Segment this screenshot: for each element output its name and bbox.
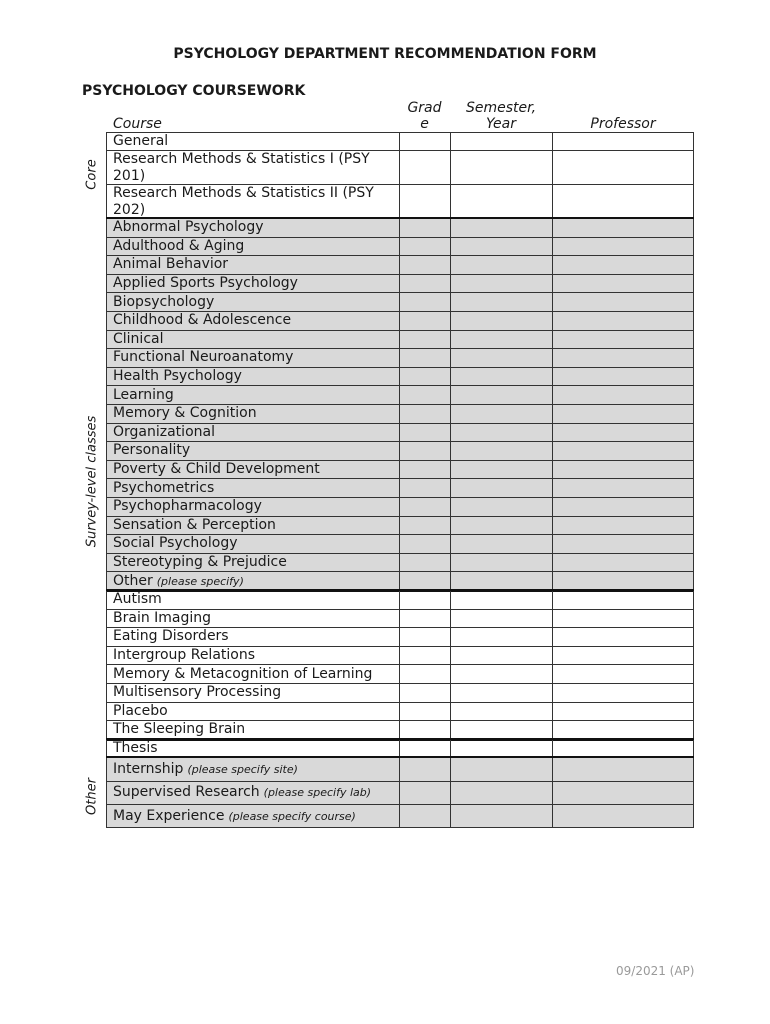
header-semester xyxy=(450,100,552,132)
survey-row xyxy=(106,479,694,498)
semester-input-cell[interactable] xyxy=(450,535,552,554)
professor-input-cell[interactable] xyxy=(552,151,694,185)
semester-input-cell[interactable] xyxy=(450,185,552,219)
course-name: Health Psychology xyxy=(113,368,242,385)
grade-input-cell[interactable] xyxy=(399,219,450,238)
professor-input-cell[interactable] xyxy=(552,479,694,498)
semester-input-cell[interactable] xyxy=(450,331,552,350)
course-name-cell xyxy=(106,185,399,219)
survey-row xyxy=(106,442,694,461)
course-name: Childhood & Adolescence xyxy=(113,312,292,329)
other-row xyxy=(106,758,694,781)
professor-input-cell[interactable] xyxy=(552,805,694,828)
professor-input-cell[interactable] xyxy=(552,782,694,805)
course-name-cell xyxy=(106,703,399,722)
grade-input-cell[interactable] xyxy=(399,684,450,703)
side-label-other: Other xyxy=(84,778,100,815)
grade-input-cell[interactable] xyxy=(399,424,450,443)
course-name-cell xyxy=(106,331,399,350)
course-name: Stereotyping & Prejudice xyxy=(113,554,287,571)
grade-input-cell[interactable] xyxy=(399,805,450,828)
professor-input-cell[interactable] xyxy=(552,219,694,238)
professor-input-cell[interactable] xyxy=(552,498,694,517)
header-semester-line1: Semester, xyxy=(465,100,537,116)
grade-input-cell[interactable] xyxy=(399,610,450,629)
professor-input-cell[interactable] xyxy=(552,535,694,554)
course-name-cell xyxy=(106,368,399,387)
grade-input-cell[interactable] xyxy=(399,591,450,610)
professor-input-cell[interactable] xyxy=(552,703,694,722)
header-grade xyxy=(399,100,450,132)
seminar-row xyxy=(106,591,694,610)
course-name: Abnormal Psychology xyxy=(113,219,264,236)
professor-input-cell[interactable] xyxy=(552,133,694,151)
footer-code: 09/2021 (AP) xyxy=(616,964,695,978)
form-title: PSYCHOLOGY DEPARTMENT RECOMMENDATION FORM xyxy=(173,46,597,62)
survey-row xyxy=(106,461,694,480)
professor-input-cell[interactable] xyxy=(552,610,694,629)
course-name: Eating Disorders xyxy=(113,628,229,645)
side-label-survey: Survey-level classes xyxy=(84,415,100,548)
grade-input-cell[interactable] xyxy=(399,293,450,312)
core-row xyxy=(106,133,694,151)
course-name: Placebo xyxy=(113,702,168,719)
grade-input-cell[interactable] xyxy=(399,405,450,424)
grade-input-cell[interactable] xyxy=(399,665,450,684)
course-name-cell xyxy=(106,498,399,517)
course-name: Research Methods & Statistics I (PSY 201) xyxy=(113,151,370,184)
survey-row xyxy=(106,349,694,368)
professor-input-cell[interactable] xyxy=(552,554,694,573)
semester-input-cell[interactable] xyxy=(450,461,552,480)
semester-input-cell[interactable] xyxy=(450,610,552,629)
course-name: Functional Neuroanatomy xyxy=(113,349,294,366)
professor-input-cell[interactable] xyxy=(552,405,694,424)
grade-input-cell[interactable] xyxy=(399,238,450,257)
professor-input-cell[interactable] xyxy=(552,293,694,312)
survey-row xyxy=(106,386,694,405)
professor-input-cell[interactable] xyxy=(552,665,694,684)
survey-row xyxy=(106,219,694,238)
course-name: Psychopharmacology xyxy=(113,498,262,515)
seminar-row xyxy=(106,647,694,666)
header-grade-line1: Grad xyxy=(407,100,442,116)
course-name-cell xyxy=(106,424,399,443)
course-name: Multisensory Processing xyxy=(113,684,282,701)
core-row xyxy=(106,185,694,219)
core-row xyxy=(106,151,694,185)
course-name: Social Psychology xyxy=(113,535,238,552)
grade-input-cell[interactable] xyxy=(399,368,450,387)
professor-input-cell[interactable] xyxy=(552,368,694,387)
course-note: (please specify course) xyxy=(228,809,356,823)
course-name: Sensation & Perception xyxy=(113,516,276,533)
course-name: Brain Imaging xyxy=(113,609,212,626)
course-name-cell xyxy=(106,461,399,480)
survey-row xyxy=(106,405,694,424)
semester-input-cell[interactable] xyxy=(450,219,552,238)
course-name: Memory & Metacognition of Learning xyxy=(113,665,373,682)
course-name-cell xyxy=(106,151,399,185)
course-name: Organizational xyxy=(113,423,215,440)
course-name-cell xyxy=(106,628,399,647)
professor-input-cell[interactable] xyxy=(552,684,694,703)
course-name-cell xyxy=(106,479,399,498)
semester-input-cell[interactable] xyxy=(450,293,552,312)
survey-row xyxy=(106,331,694,350)
course-name: Other xyxy=(113,572,153,589)
course-name: May Experience xyxy=(113,807,225,824)
semester-input-cell[interactable] xyxy=(450,238,552,257)
header-grade-line2: e xyxy=(420,116,429,132)
professor-input-cell[interactable] xyxy=(552,312,694,331)
grade-input-cell[interactable] xyxy=(399,703,450,722)
seminar-row xyxy=(106,684,694,703)
course-name: Animal Behavior xyxy=(113,256,229,273)
professor-input-cell[interactable] xyxy=(552,628,694,647)
course-name-cell xyxy=(106,591,399,610)
semester-input-cell[interactable] xyxy=(450,479,552,498)
semester-input-cell[interactable] xyxy=(450,628,552,647)
semester-input-cell[interactable] xyxy=(450,554,552,573)
grade-input-cell[interactable] xyxy=(399,498,450,517)
survey-row xyxy=(106,554,694,573)
course-name: The Sleeping Brain xyxy=(113,721,246,738)
semester-input-cell[interactable] xyxy=(450,424,552,443)
semester-input-cell[interactable] xyxy=(450,782,552,805)
seminar-row xyxy=(106,628,694,647)
course-name-cell xyxy=(106,219,399,238)
course-name: General xyxy=(113,133,169,149)
course-name-cell xyxy=(106,442,399,461)
semester-input-cell[interactable] xyxy=(450,758,552,781)
grade-input-cell[interactable] xyxy=(399,133,450,151)
course-name: Personality xyxy=(113,442,191,459)
course-name-cell xyxy=(106,312,399,331)
side-label-core: Core xyxy=(84,159,100,190)
professor-input-cell[interactable] xyxy=(552,185,694,219)
survey-row xyxy=(106,424,694,443)
grade-input-cell[interactable] xyxy=(399,349,450,368)
grade-input-cell[interactable] xyxy=(399,479,450,498)
semester-input-cell[interactable] xyxy=(450,498,552,517)
survey-row xyxy=(106,312,694,331)
course-name-cell xyxy=(106,405,399,424)
semester-input-cell[interactable] xyxy=(450,517,552,536)
semester-input-cell[interactable] xyxy=(450,684,552,703)
course-name: Psychometrics xyxy=(113,479,215,496)
semester-input-cell[interactable] xyxy=(450,312,552,331)
semester-input-cell[interactable] xyxy=(450,386,552,405)
grade-input-cell[interactable] xyxy=(399,151,450,185)
semester-input-cell[interactable] xyxy=(450,405,552,424)
survey-row xyxy=(106,368,694,387)
grade-input-cell[interactable] xyxy=(399,386,450,405)
course-name: Internship xyxy=(113,761,184,778)
course-name: Intergroup Relations xyxy=(113,647,256,664)
course-name-cell xyxy=(106,517,399,536)
course-name-cell xyxy=(106,386,399,405)
course-name: Clinical xyxy=(113,330,164,347)
course-note: (please specify) xyxy=(156,574,244,588)
survey-row xyxy=(106,238,694,257)
seminar-row xyxy=(106,610,694,629)
course-name: Poverty & Child Development xyxy=(113,461,320,478)
course-name-cell xyxy=(106,238,399,257)
course-name-cell xyxy=(106,535,399,554)
course-name: Memory & Cognition xyxy=(113,405,257,422)
professor-input-cell[interactable] xyxy=(552,386,694,405)
professor-input-cell[interactable] xyxy=(552,275,694,294)
grade-input-cell[interactable] xyxy=(399,554,450,573)
course-name-cell xyxy=(106,758,399,781)
course-name-cell xyxy=(106,293,399,312)
semester-input-cell[interactable] xyxy=(450,151,552,185)
grade-input-cell[interactable] xyxy=(399,782,450,805)
seminar-row xyxy=(106,665,694,684)
seminar-row xyxy=(106,703,694,722)
course-name-cell xyxy=(106,275,399,294)
survey-row xyxy=(106,535,694,554)
other-row xyxy=(106,782,694,805)
course-name: Research Methods & Statistics II (PSY 202) xyxy=(113,185,374,218)
semester-input-cell[interactable] xyxy=(450,647,552,666)
semester-input-cell[interactable] xyxy=(450,703,552,722)
professor-input-cell[interactable] xyxy=(552,647,694,666)
semester-input-cell[interactable] xyxy=(450,442,552,461)
survey-row xyxy=(106,498,694,517)
semester-input-cell[interactable] xyxy=(450,256,552,275)
course-name-cell xyxy=(106,256,399,275)
course-note: (please specify site) xyxy=(187,763,298,777)
course-name-cell xyxy=(106,782,399,805)
grade-input-cell[interactable] xyxy=(399,442,450,461)
professor-input-cell[interactable] xyxy=(552,424,694,443)
course-name: Biopsychology xyxy=(113,293,215,310)
professor-input-cell[interactable] xyxy=(552,758,694,781)
course-name-cell xyxy=(106,665,399,684)
course-name-cell xyxy=(106,133,399,151)
course-name-cell xyxy=(106,554,399,573)
grade-input-cell[interactable] xyxy=(399,275,450,294)
grade-input-cell[interactable] xyxy=(399,535,450,554)
other-row xyxy=(106,805,694,828)
course-name-cell xyxy=(106,805,399,828)
professor-input-cell[interactable] xyxy=(552,331,694,350)
professor-input-cell[interactable] xyxy=(552,349,694,368)
semester-input-cell[interactable] xyxy=(450,591,552,610)
semester-input-cell[interactable] xyxy=(450,275,552,294)
professor-input-cell[interactable] xyxy=(552,256,694,275)
professor-input-cell[interactable] xyxy=(552,238,694,257)
header-semester-line2: Year xyxy=(486,116,516,132)
grade-input-cell[interactable] xyxy=(399,628,450,647)
course-name: Supervised Research xyxy=(113,784,260,801)
survey-row xyxy=(106,275,694,294)
semester-input-cell[interactable] xyxy=(450,368,552,387)
survey-row xyxy=(106,256,694,275)
grade-input-cell[interactable] xyxy=(399,647,450,666)
course-name: Autism xyxy=(113,591,162,608)
course-name: Adulthood & Aging xyxy=(113,237,245,254)
course-name-cell xyxy=(106,349,399,368)
grade-input-cell[interactable] xyxy=(399,256,450,275)
section-heading: PSYCHOLOGY COURSEWORK xyxy=(82,83,306,99)
course-note: (please specify lab) xyxy=(263,786,372,800)
grade-input-cell[interactable] xyxy=(399,185,450,219)
survey-row xyxy=(106,293,694,312)
professor-input-cell[interactable] xyxy=(552,442,694,461)
header-professor: Professor xyxy=(590,116,656,132)
semester-input-cell[interactable] xyxy=(450,805,552,828)
grade-input-cell[interactable] xyxy=(399,331,450,350)
semester-input-cell[interactable] xyxy=(450,349,552,368)
grade-input-cell[interactable] xyxy=(399,312,450,331)
course-name-cell xyxy=(106,610,399,629)
course-name: Applied Sports Psychology xyxy=(113,275,298,292)
course-name-cell xyxy=(106,647,399,666)
professor-input-cell[interactable] xyxy=(552,461,694,480)
header-course: Course xyxy=(113,116,162,132)
professor-input-cell[interactable] xyxy=(552,591,694,610)
grade-input-cell[interactable] xyxy=(399,758,450,781)
semester-input-cell[interactable] xyxy=(450,665,552,684)
grade-input-cell[interactable] xyxy=(399,461,450,480)
semester-input-cell[interactable] xyxy=(450,133,552,151)
survey-row xyxy=(106,517,694,536)
course-name: Thesis xyxy=(113,740,158,757)
course-name-cell xyxy=(106,684,399,703)
grade-input-cell[interactable] xyxy=(399,517,450,536)
professor-input-cell[interactable] xyxy=(552,517,694,536)
course-name: Learning xyxy=(113,386,174,403)
